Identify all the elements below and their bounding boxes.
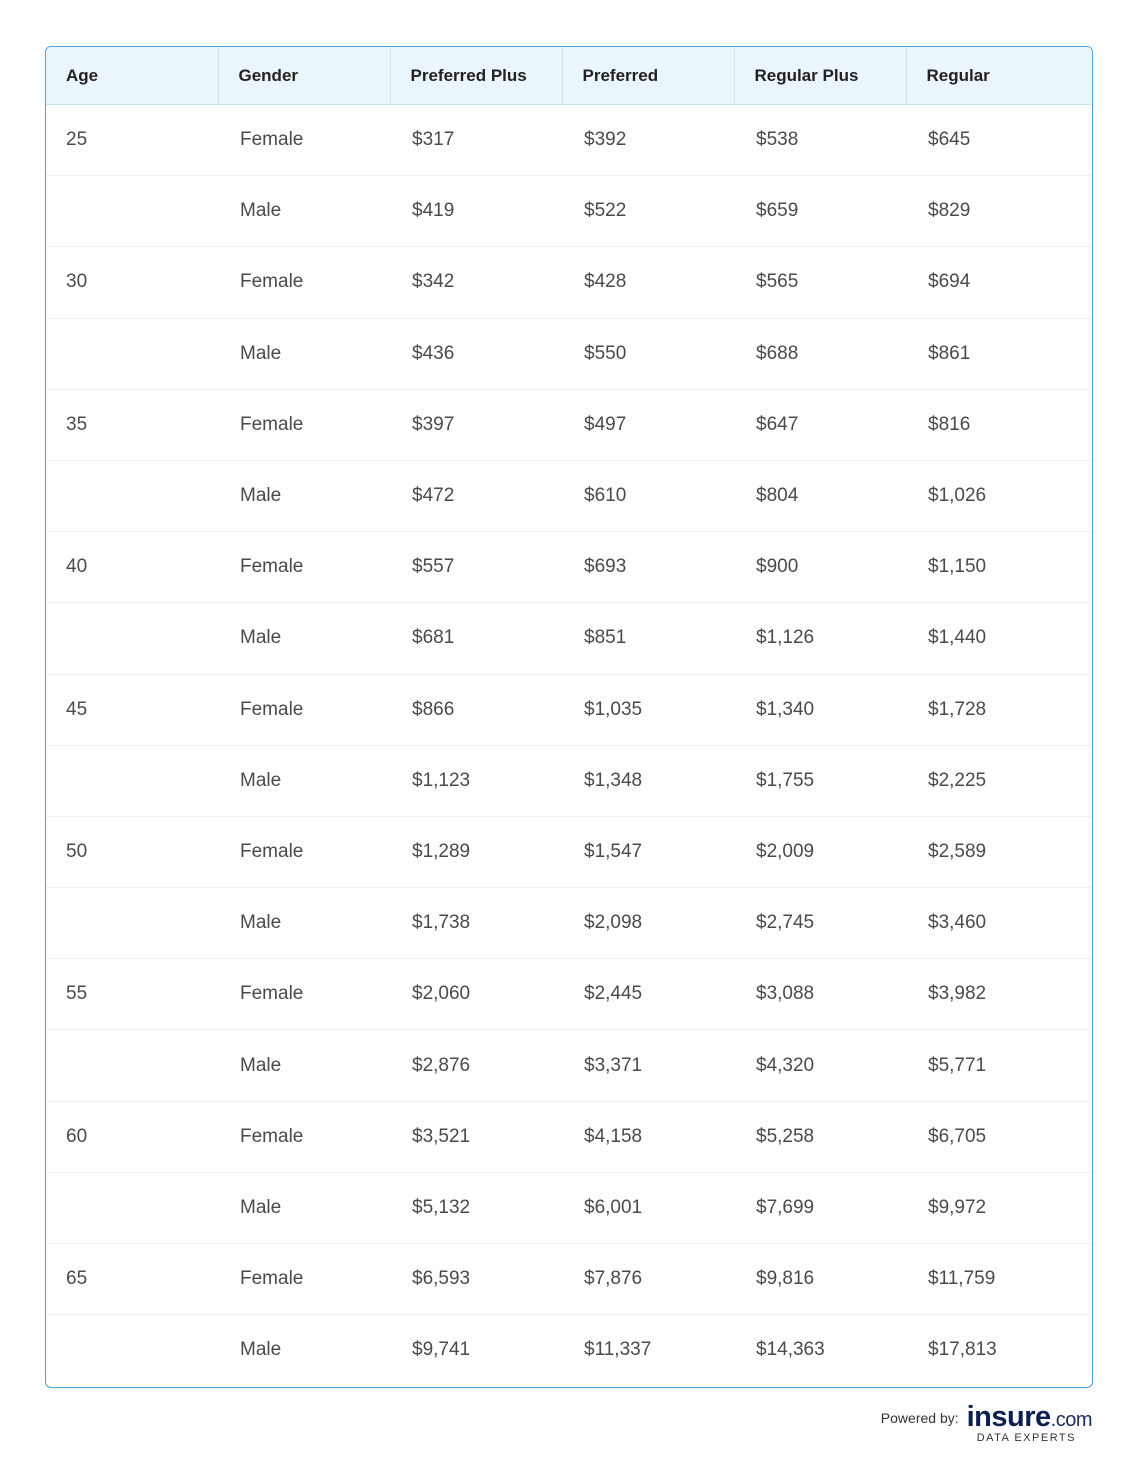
cell-preferred: $2,098 <box>562 888 734 959</box>
cell-regular: $2,225 <box>906 745 1093 816</box>
cell-age: 30 <box>46 247 218 318</box>
header-preferred-plus: Preferred Plus <box>390 47 562 105</box>
cell-gender: Female <box>218 105 390 176</box>
cell-preferred-plus: $397 <box>390 389 562 460</box>
cell-preferred: $4,158 <box>562 1101 734 1172</box>
cell-regular: $1,440 <box>906 603 1093 674</box>
table-row <box>46 816 1093 887</box>
cell-regular-plus: $804 <box>734 460 906 531</box>
cell-age <box>46 1315 218 1386</box>
cell-regular-plus: $1,340 <box>734 674 906 745</box>
logo-tagline: DATA EXPERTS <box>976 1432 1076 1444</box>
cell-gender: Male <box>218 460 390 531</box>
cell-regular-plus: $565 <box>734 247 906 318</box>
powered-by-footer <box>881 1401 1092 1444</box>
header-regular: Regular <box>906 47 1093 105</box>
cell-regular-plus: $7,699 <box>734 1172 906 1243</box>
cell-age <box>46 745 218 816</box>
table-row <box>46 1315 1093 1386</box>
cell-regular: $2,589 <box>906 816 1093 887</box>
cell-gender: Female <box>218 532 390 603</box>
powered-by-label: Powered by: <box>880 1409 959 1426</box>
cell-preferred-plus: $419 <box>390 176 562 247</box>
cell-age <box>46 888 218 959</box>
cell-regular: $1,728 <box>906 674 1093 745</box>
table-row <box>46 674 1093 745</box>
cell-regular: $9,972 <box>906 1172 1093 1243</box>
cell-age <box>46 318 218 389</box>
table-row <box>46 247 1093 318</box>
header-age: Age <box>46 47 218 105</box>
cell-regular-plus: $688 <box>734 318 906 389</box>
cell-preferred-plus: $436 <box>390 318 562 389</box>
cell-regular: $6,705 <box>906 1101 1093 1172</box>
cell-regular: $11,759 <box>906 1244 1093 1315</box>
cell-regular: $3,460 <box>906 888 1093 959</box>
cell-gender: Male <box>218 176 390 247</box>
cell-age: 35 <box>46 389 218 460</box>
cell-preferred-plus: $866 <box>390 674 562 745</box>
cell-age: 45 <box>46 674 218 745</box>
cell-age <box>46 603 218 674</box>
cell-age: 40 <box>46 532 218 603</box>
cell-age <box>46 176 218 247</box>
cell-preferred-plus: $1,123 <box>390 745 562 816</box>
header-row <box>46 47 1093 105</box>
cell-preferred: $550 <box>562 318 734 389</box>
cell-preferred: $693 <box>562 532 734 603</box>
table-header <box>46 47 1093 105</box>
cell-age: 25 <box>46 105 218 176</box>
cell-preferred-plus: $1,289 <box>390 816 562 887</box>
table-row <box>46 745 1093 816</box>
cell-preferred: $497 <box>562 389 734 460</box>
cell-preferred: $851 <box>562 603 734 674</box>
cell-preferred: $11,337 <box>584 1339 652 1361</box>
cell-preferred-plus: $2,876 <box>390 1030 562 1101</box>
cell-preferred: $428 <box>562 247 734 318</box>
cell-regular: $645 <box>906 105 1093 176</box>
cell-preferred-plus: $472 <box>390 460 562 531</box>
cell-age <box>46 460 218 531</box>
cell-preferred: $1,547 <box>562 816 734 887</box>
cell-preferred: $522 <box>562 176 734 247</box>
cell-gender: Male <box>218 1030 390 1101</box>
rates-table-container <box>45 46 1093 1388</box>
cell-gender: Male <box>218 745 390 816</box>
cell-gender: Male <box>218 603 390 674</box>
cell-regular: $3,982 <box>906 959 1093 1030</box>
cell-regular: $1,150 <box>906 532 1093 603</box>
cell-preferred-plus: $1,738 <box>390 888 562 959</box>
table-row <box>46 389 1093 460</box>
cell-regular-plus: $3,088 <box>734 959 906 1030</box>
cell-gender: Female <box>218 959 390 1030</box>
cell-age: 60 <box>46 1101 218 1172</box>
cell-gender: Female <box>218 1101 390 1172</box>
table-row <box>46 888 1093 959</box>
cell-preferred: $610 <box>562 460 734 531</box>
cell-preferred: $7,876 <box>562 1244 734 1315</box>
header-preferred: Preferred <box>562 47 734 105</box>
cell-regular-plus: $1,126 <box>734 603 906 674</box>
cell-gender: Male <box>240 1339 282 1361</box>
cell-regular: $5,771 <box>906 1030 1093 1101</box>
cell-age: 55 <box>46 959 218 1030</box>
cell-regular: $694 <box>906 247 1093 318</box>
cell-preferred-plus: $681 <box>390 603 562 674</box>
cell-regular-plus: $4,320 <box>734 1030 906 1101</box>
cell-regular-plus: $2,009 <box>734 816 906 887</box>
cell-gender: Female <box>218 1244 390 1315</box>
cell-preferred-plus: $6,593 <box>390 1244 562 1315</box>
cell-regular-plus: $5,258 <box>734 1101 906 1172</box>
cell-gender: Male <box>218 1172 390 1243</box>
cell-preferred: $1,348 <box>562 745 734 816</box>
header-regular-plus: Regular Plus <box>734 47 906 105</box>
table-row <box>46 532 1093 603</box>
cell-gender: Female <box>218 389 390 460</box>
cell-age: 50 <box>46 816 218 887</box>
cell-age <box>46 1172 218 1243</box>
cell-regular: $1,026 <box>906 460 1093 531</box>
header-gender: Gender <box>218 47 390 105</box>
cell-gender: Female <box>218 674 390 745</box>
cell-regular: $861 <box>906 318 1093 389</box>
cell-gender: Female <box>218 247 390 318</box>
cell-regular: $17,813 <box>928 1339 997 1361</box>
cell-preferred-plus: $342 <box>390 247 562 318</box>
logo-main-text: insure <box>966 1401 1051 1433</box>
table-row <box>46 318 1093 389</box>
cell-preferred-plus: $3,521 <box>390 1101 562 1172</box>
table-row <box>46 105 1093 176</box>
cell-preferred: $2,445 <box>562 959 734 1030</box>
cell-regular-plus: $647 <box>734 389 906 460</box>
cell-preferred: $3,371 <box>562 1030 734 1101</box>
cell-preferred-plus: $2,060 <box>390 959 562 1030</box>
cell-preferred-plus: $557 <box>390 532 562 603</box>
cell-preferred: $1,035 <box>562 674 734 745</box>
cell-preferred: $6,001 <box>562 1172 734 1243</box>
cell-regular-plus: $659 <box>734 176 906 247</box>
table-body <box>46 105 1093 1386</box>
cell-age <box>46 1030 218 1101</box>
cell-regular: $829 <box>906 176 1093 247</box>
cell-regular-plus: $1,755 <box>734 745 906 816</box>
cell-regular-plus: $538 <box>734 105 906 176</box>
cell-regular-plus: $900 <box>734 532 906 603</box>
cell-regular-plus: $2,745 <box>734 888 906 959</box>
cell-preferred-plus: $9,741 <box>412 1339 471 1361</box>
cell-regular-plus: $9,816 <box>734 1244 906 1315</box>
table-row <box>46 1030 1093 1101</box>
cell-regular: $816 <box>906 389 1093 460</box>
insure-logo <box>967 1401 1092 1434</box>
table-row <box>46 603 1093 674</box>
table-row <box>46 1101 1093 1172</box>
table-row <box>46 1244 1093 1315</box>
cell-preferred-plus: $5,132 <box>390 1172 562 1243</box>
table-row <box>46 460 1093 531</box>
cell-gender: Female <box>218 816 390 887</box>
cell-regular-plus: $14,363 <box>756 1339 825 1361</box>
cell-preferred-plus: $317 <box>390 105 562 176</box>
cell-age: 65 <box>46 1244 218 1315</box>
table-row <box>46 959 1093 1030</box>
cell-gender: Male <box>218 888 390 959</box>
rates-table <box>46 47 1093 1385</box>
cell-preferred: $392 <box>562 105 734 176</box>
logo-tld-text: .com <box>1050 1409 1092 1431</box>
cell-gender: Male <box>218 318 390 389</box>
table-row <box>46 1172 1093 1243</box>
table-row <box>46 176 1093 247</box>
